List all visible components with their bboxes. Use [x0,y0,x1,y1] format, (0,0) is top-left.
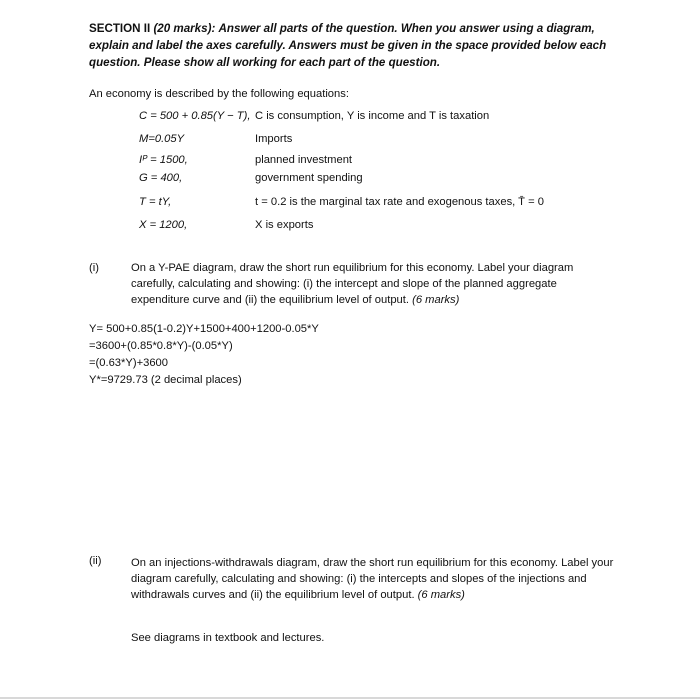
question-2-body: On an injections-withdrawals diagram, draw the short run equilibrium for this economy. Label your diagram carefully, calculating and showing: (i) the intercepts and slopes of the injections and withdrawals curves and (ii) the equilibrium level of output. [131,557,614,601]
question-1-text [131,260,614,308]
working-line-4: Y*=9729.73 (2 decimal places) [89,374,242,386]
equation-investment: Iᴾ = 1500, [139,154,188,166]
note-text: See diagrams in textbook and lectures. [131,632,325,644]
working-line-2: =3600+(0.85*0.8*Y)-(0.05*Y) [89,340,233,352]
section-instructions: Answer all parts of the question. When you answer using a diagram, explain and label the axes carefully. Answers must be given in the space provided below each question. Please show all working for each part of the question. [89,22,607,69]
equation-exports-desc: X is exports [255,219,314,231]
section-header [89,20,624,71]
equation-taxation-desc: t = 0.2 is the marginal tax rate and exogenous taxes, T̄ = 0 [255,196,544,208]
equation-imports-desc: Imports [255,133,293,145]
question-2-text [131,555,616,603]
equation-investment-desc: planned investment [255,154,353,166]
question-1-marks: (6 marks) [412,294,460,306]
section-title: SECTION II [89,22,151,35]
question-2-number: (ii) [89,555,102,567]
equation-consumption-desc: C is consumption, Y is income and T is taxation [255,110,490,122]
working-line-1: Y= 500+0.85(1-0.2)Y+1500+400+1200-0.05*Y [89,323,319,335]
question-1-body: On a Y-PAE diagram, draw the short run equilibrium for this economy. Label your diagram carefully, calculating and showing: (i) the intercept and slope of the planned aggregate expenditure curve and (ii) the equilibrium level of output. [131,262,574,306]
equation-taxation: T = tY, [139,196,172,208]
section-marks: (20 marks): [153,22,216,35]
equation-government: G = 400, [139,172,183,184]
intro-text: An economy is described by the following equations: [89,88,349,100]
equation-exports: X = 1200, [139,219,188,231]
equation-imports: M=0.05Y [139,133,185,145]
working-line-3: =(0.63*Y)+3600 [89,357,168,369]
question-1-number: (i) [89,262,99,274]
question-2-marks: (6 marks) [417,589,465,601]
equation-consumption: C = 500 + 0.85(Y − T), [139,110,251,122]
equation-government-desc: government spending [255,172,363,184]
